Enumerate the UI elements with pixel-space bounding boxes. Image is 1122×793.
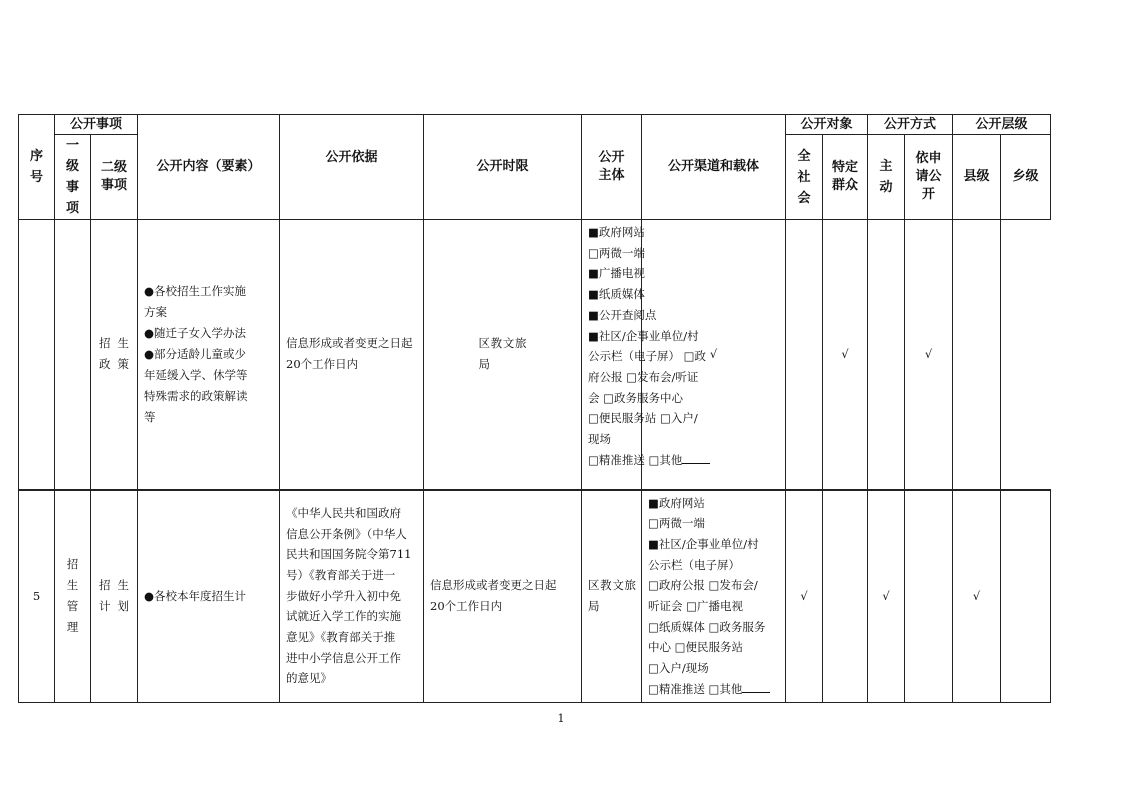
row-subject: 区教文旅局 [582,490,642,703]
channel-line: 中心 □便民服务站 [648,640,744,655]
row-target-all: √ [786,490,823,703]
row-content-item: ●随迁子女入学办法 [144,325,247,340]
channel-line: 公示栏（电子屏） [648,557,741,572]
channel-line: □纸质媒体 □政务服务 [648,619,766,634]
row-subject: 区教文旅局 [424,220,582,490]
row-content-item: ●各校本年度招生计 [144,588,247,603]
header-content: 公开内容（要素） [138,115,280,220]
row-method-active: √ [868,490,905,703]
header-time-limit: 公开时限 [424,115,582,220]
row-method-apply [905,490,953,703]
row-seq [19,220,55,490]
row-level2: 招生政策 [91,220,138,490]
channel-line: □精准推送 □其他 [588,450,635,471]
row-content-item: ●各校招生工作实施方案 [144,283,247,319]
header-level-county: 县级 [953,135,1001,220]
channel-line: □两微一端 [648,516,705,531]
channel-line: ■公开查阅点 [588,307,657,322]
row-level2: 招生计划 [91,490,138,703]
row-target-all: √ [642,220,786,490]
channel-line: 听证会 □广播电视 [648,599,744,614]
channel-line: ■社区/企事业单位/村 [588,328,699,343]
header-level1: 一级事项 [55,135,91,220]
row-content-item: ●部分适龄儿童或少年延缓入学、休学等特殊需求的政策解读等 [144,346,248,424]
basis-line: 意见》《教育部关于推 [286,630,396,645]
channel-line: 公示栏（电子屏） □政 [588,349,707,364]
header-basis [280,115,424,220]
basis-line: 步做好小学升入初中免 [286,588,402,603]
basis-line: 民共和国国务院令第711 [286,547,412,562]
channel-line: ■广播电视 [588,266,645,281]
channel-line: □政府公报 □发布会/ [648,578,758,593]
row-level1 [55,220,91,490]
blank-underline [682,450,710,464]
row-level-town [953,220,1001,490]
channel-line: □入户/现场 [648,661,709,676]
row-target-specific [786,220,823,490]
header-method-apply: 依申请公开 [905,135,953,220]
basis-line: 号）《教育部关于进一 [286,567,396,582]
channel-line: 会 □政务服务中心 [588,390,684,405]
row-level-county: √ [953,490,1001,703]
row-channel [642,490,786,703]
channel-line: □便民服务站 □入户/ [588,411,698,426]
row-seq: 5 [19,490,55,703]
basis-line: 的意见》 [286,671,333,686]
channel-line: □两微一端 [588,245,645,260]
row-content [138,220,280,490]
table-row [19,490,1051,703]
header-channel: 公开渠道和载体 [642,115,786,220]
header-level2: 二级事项 [91,135,138,220]
channel-line: 现场 [588,432,612,447]
channel-line: ■政府网站 [588,225,645,239]
header-subject: 公开主体 [582,115,642,220]
header-target-group: 公开对象 [786,115,868,135]
basis-line: 《中华人民共和国政府 [286,505,402,520]
row-target-specific [823,490,868,703]
channel-line: ■社区/企事业单位/村 [648,536,759,551]
basis-line: 信息公开条例》（中华人 [286,526,407,541]
channel-line: ■政府网站 [648,495,705,510]
blank-underline [742,679,770,693]
row-method-active: √ [823,220,868,490]
disclosure-table [18,114,1051,703]
page-number: 1 [557,712,565,725]
row-level1: 招生管理 [55,490,91,703]
table-row [19,220,1051,490]
header-level-group: 公开层级 [953,115,1051,135]
row-basis [280,490,424,703]
channel-line: □精准推送 □其他 [648,679,779,700]
basis-line: 进中小学信息公开工作 [286,650,402,665]
header-seq: 序号 [19,115,55,220]
row-level-town [1001,490,1051,703]
row-time-limit: 信息形成或者变更之日起20个工作日内 [424,490,582,703]
channel-line: 府公报 □发布会/听证 [588,369,699,384]
row-level-county: √ [905,220,953,490]
header-target-all: 全社会 [786,135,823,220]
header-basis-label: 公开依据 [325,150,378,165]
header-matter-group: 公开事项 [55,115,138,135]
channel-line: ■纸质媒体 [588,287,645,302]
header-level-town: 乡级 [1001,135,1051,220]
header-target-specific: 特定群众 [823,135,868,220]
header-method-active: 主动 [868,135,905,220]
basis-line: 试就近入学工作的实施 [286,609,402,624]
row-method-apply [868,220,905,490]
row-content [138,490,280,703]
row-time-limit: 信息形成或者变更之日起20个工作日内 [280,220,424,490]
row-channel [582,220,707,490]
header-method-group: 公开方式 [868,115,953,135]
